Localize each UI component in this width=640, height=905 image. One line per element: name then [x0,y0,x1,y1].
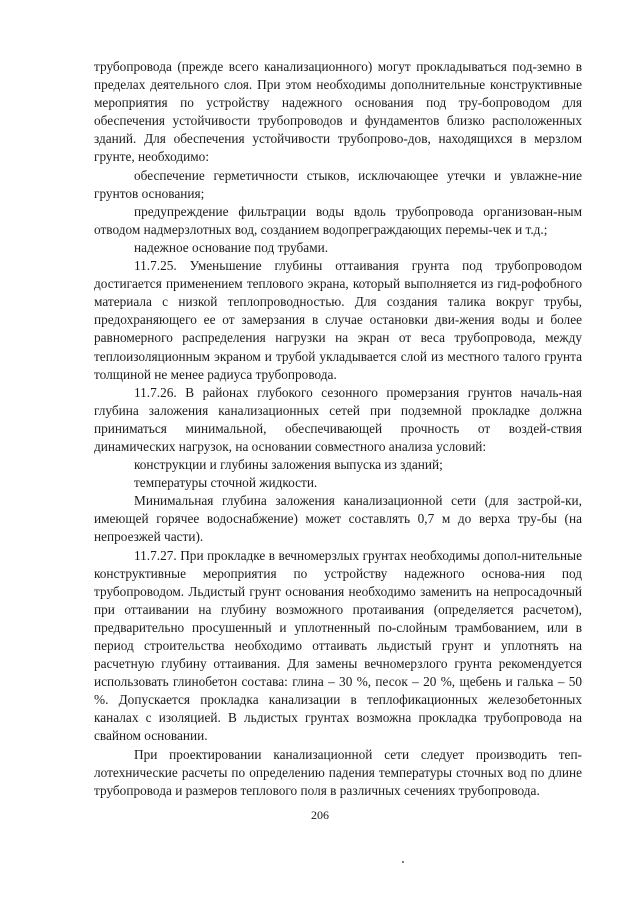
list-item-joint-sealing: обеспечение герметичности стыков, исключающее утечки и увлажне-ние грунтов основания; [94,167,582,201]
paragraph-thermal-calculations: При проектировании канализационной сети следует производить теп-лотехнические расчеты по определению падения температуры сточных вод по длине трубопровода и размеров теплового поля в различных сечениях трубопровода. [94,746,582,798]
list-item-construction-depth: конструкции и глубины заложения выпуска из зданий; [134,457,443,473]
list-item-filtration-prevention: предупреждение фильтрации воды вдоль трубопровода организован-ным отводом надмерзлотных вод, созданием водопреграждающих перемы-чек и т.д.; [94,203,582,237]
list-item-reliable-base: надежное основание под трубами. [134,239,329,255]
page-number: 206 [311,808,329,822]
paragraph-minimum-depth: Минимальная глубина заложения канализационной сети (для застрой-ки, имеющей горячее водоснабжение) может составлять 0,7 м до верха тру-бы (на непроезжей части). [94,493,582,545]
scan-speck [402,861,404,863]
document-page [94,58,582,800]
paragraph-11-7-26: 11.7.26. В районах глубокого сезонного промерзания грунтов началь-ная глубина заложения канализационных сетей при подземной прокладке должна приниматься минимальной, обеспечивающей прочность от воздей-ствия динамических нагрузок, на основании совместного анализа условий: [94,384,582,454]
list-item-wastewater-temperature: температуры сточной жидкости. [134,475,318,491]
paragraph-intro: трубопровода (прежде всего канализационного) могут прокладываться под-земно в пределах деятельного слоя. При этом необходимы дополнительные конструктивные мероприятия по устройству надежного основания под тру-бопроводом для обеспечения устойчивости трубопроводов и фундаментов близко расположенных зданий. Для обеспечения устойчивости трубопрово-дов, находящихся в мерзлом грунте, необходимо: [94,59,582,165]
paragraph-11-7-27: 11.7.27. При прокладке в вечномерзлых грунтах необходимы допол-нительные конструктивные мероприятия по устройству надежного основа-ния под трубопроводом. Льдистый грунт основания необходимо заменить на непросадочный при оттаивании на глубину возможного протаивания (определяется расчетом), предварительно просушенный и уплотненный по-слойным трамбованием, или в период строительства необходимо оттаивать льдистый грунт и уплотнять на расчетную глубину оттаивания. Для замены вечномерзлого грунта рекомендуется использовать глинобетон состава: глина – 30 %, песок – 20 %, щебень и галька – 50 %. Допускается прокладка канализации в теплофикационных железобетонных каналах с изоляцией. В льдистых грунтах возможна прокладка трубопровода на свайном основании. [94,547,582,744]
paragraph-11-7-25: 11.7.25. Уменьшение глубины оттаивания грунта под трубопроводом достигается применением теплового экрана, который выполняется из гид-рофобного материала с низкой теплопроводностью. Для создания талика вокруг трубы, предохраняющего ее от замерзания в случае остановки дви-жения воды и более равномерного распределения нагрузки на экран от веса трубопровода, между теплоизоляционным экраном и трубой укладывается слой из местного талого грунта толщиной не менее радиуса трубопровода. [94,258,582,382]
